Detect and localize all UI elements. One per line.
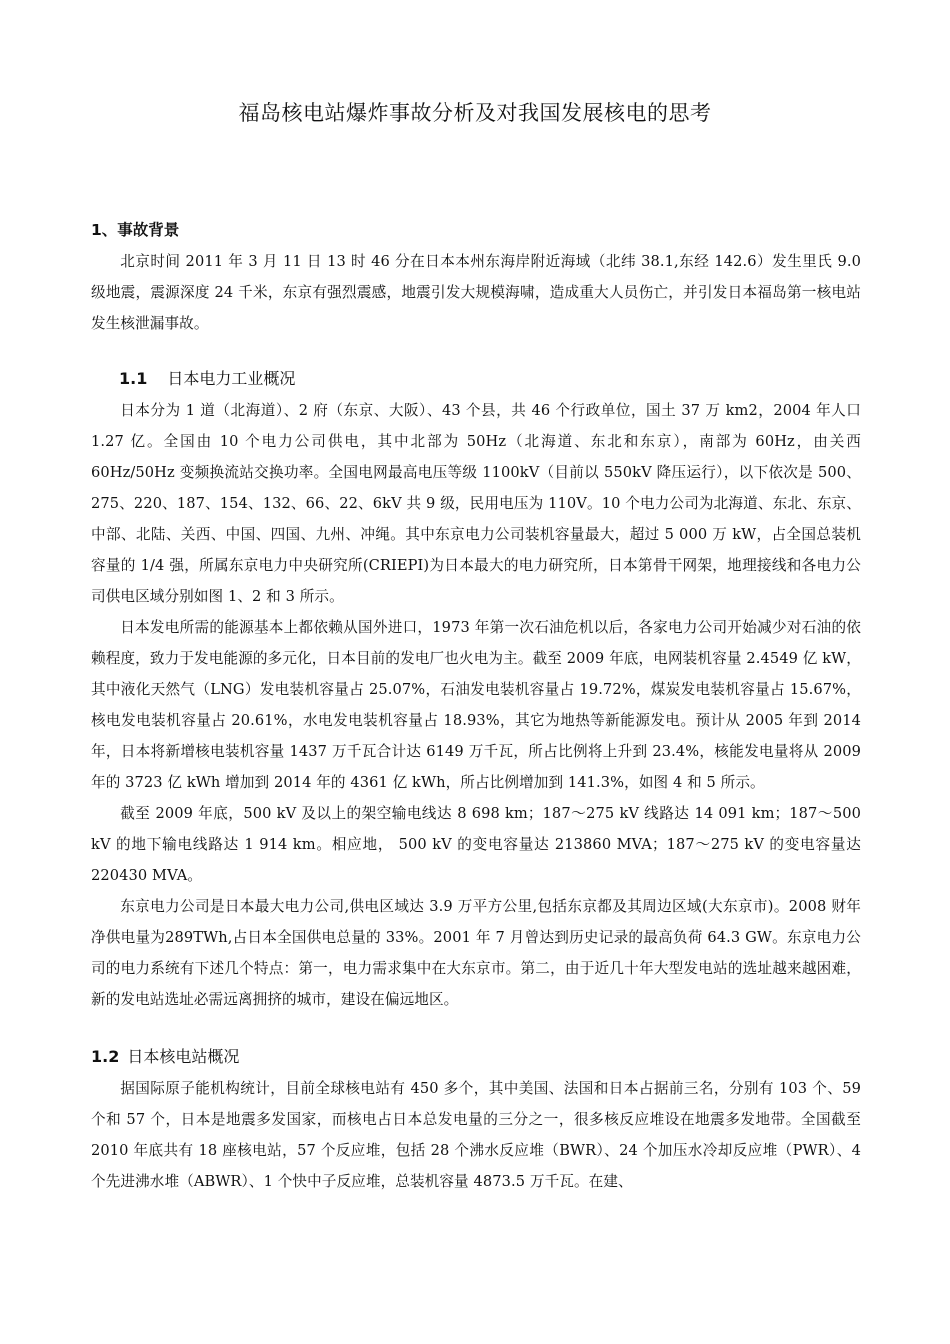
section-1-1-paragraph: 日本分为 1 道（北海道）、2 府（东京、大阪）、43 个县，共 46 个行政单位，国土 37 万 km2，2004 年人口 1.27 亿。全国由 10 个电力公司供电，其中北部为 50Hz（北海道、东北和东京），南部为 60Hz，由关西 60Hz/50Hz 变频换流站交换功率。全国电网最高电压等级 1100kV（目前以 550kV 降压运行），以下依次是 500、275、220、187、154、132、66、22、6kV 共 9 级，民用电压为 110V。10 个电力公司为北海道、东北、东京、中部、北陆、关西、中国、四国、九州、冲绳。其中东京电力公司装机容量最大，超过 5 000 万 kW，占全国总装机容量的 1/4 强，所属东京电力中央研究所(CRIEPI)为日本最大的电力研究所，日本第骨干网架，地理接线和各电力公司供电区域分别如图 1、2 和 3 所示。: [91, 402, 861, 605]
section-1-1-title: 日本电力工业概况: [167, 369, 296, 388]
section-1-paragraph: 北京时间 2011 年 3 月 11 日 13 时 46 分在日本本州东海岸附近海域（北纬 38.1,东经 142.6）发生里氏 9.0 级地震，震源深度 24 千米，东京有强烈震感，地震引发大规模海啸，造成重大人员伤亡，并引发日本福岛第一核电站发生核泄漏事故。: [91, 253, 861, 332]
section-1-2-paragraph: 据国际原子能机构统计，目前全球核电站有 450 多个，其中美国、法国和日本占据前三名，分别有 103 个、59 个和 57 个，日本是地震多发国家，而核电占日本总发电量的三分之一，很多核反应堆设在地震多发地带。全国截至 2010 年底共有 18 座核电站，57 个反应堆，包括 28 个沸水反应堆（BWR）、24 个加压水冷却反应堆（PWR）、4 个先进沸水堆（ABWR）、1 个快中子反应堆，总装机容量 4873.5 万千瓦。在建、: [91, 1080, 861, 1190]
section-1-1-paragraph: 东京电力公司是日本最大电力公司,供电区域达 3.9 万平方公里,包括东京都及其周边区域(大东京市)。2008 财年净供电量为289TWh,占日本全国供电总量的 33%。2001 年 7 月曾达到历史记录的最高负荷 64.3 GW。东京电力公司的电力系统有下述几个特点：第一，电力需求集中在大东京市。第二，由于近几十年大型发电站的选址越来越困难，新的发电站选址必需远离拥挤的城市，建设在偏远地区。: [91, 898, 861, 1008]
section-1-2-number: 1.2: [91, 1047, 120, 1066]
section-1-1-paragraph: 日本发电所需的能源基本上都依赖从国外进口，1973 年第一次石油危机以后，各家电力公司开始减少对石油的依赖程度，致力于发电能源的多元化，日本目前的发电厂也火电为主。截至 2009 年底，电网装机容量 2.4549 亿 kW，其中液化天然气（LNG）发电装机容量占 25.07%，石油发电装机容量占 19.72%，煤炭发电装机容量占 15.67%，核电发电装机容量占 20.61%，水电发电装机容量占 18.93%，其它为地热等新能源发电。预计从 2005 年到 2014 年，日本将新增核电装机容量 1437 万千瓦合计达 6149 万千瓦，所占比例将上升到 23.4%，核能发电量将从 2009 年的 3723 亿 kWh 增加到 2014 年的 4361 亿 kWh，所占比例增加到 141.3%，如图 4 和 5 所示。: [91, 619, 861, 791]
section-1-1-number: 1.1: [119, 369, 148, 388]
section-1-1-paragraph: 截至 2009 年底，500 kV 及以上的架空输电线达 8 698 km；187～275 kV 线路达 14 091 km；187～500 kV 的地下输电线路达 1 914 km。相应地， 500 kV 的变电容量达 213860 MVA；187～275 kV 的变电容量达 220430 MVA。: [91, 805, 861, 884]
section-1-2-heading: [91, 1043, 861, 1071]
section-1-1-heading: [91, 365, 861, 393]
section-1-heading: 1、事故背景: [91, 221, 180, 239]
document-title: 福岛核电站爆炸事故分析及对我国发展核电的思考: [238, 101, 712, 125]
document-body: [91, 216, 861, 1197]
section-1-2-title: 日本核电站概况: [127, 1047, 240, 1066]
